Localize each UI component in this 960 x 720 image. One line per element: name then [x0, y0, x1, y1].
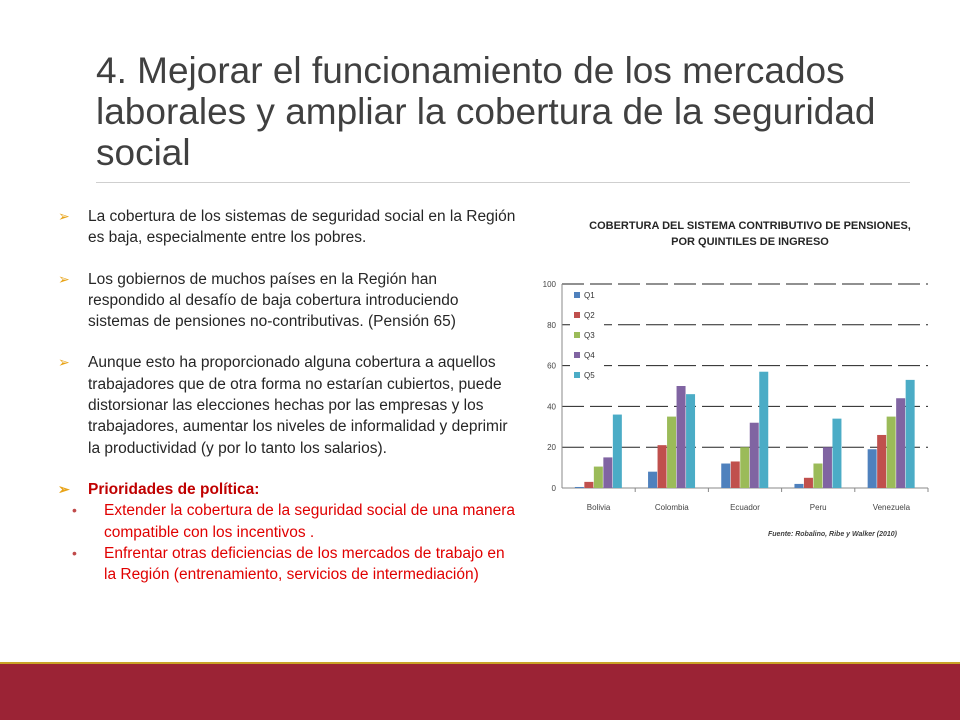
- bar-q2-colombia: [658, 445, 667, 488]
- legend-label: Q2: [584, 311, 595, 320]
- bullet-item: [58, 206, 516, 249]
- y-tick-label: 80: [547, 320, 556, 330]
- bar-q5-ecuador: [759, 372, 768, 488]
- chart-title: COBERTURA DEL SISTEMA CONTRIBUTIVO DE PENSIONES, POR QUINTILES DE INGRESO: [589, 220, 911, 248]
- x-tick-label: Peru: [809, 503, 827, 512]
- arrow-bullet-icon: ➢: [58, 480, 70, 497]
- bullet-text: Aunque esto ha proporcionado alguna cobertura a aquellos trabajadores que de otra forma no estarían cubiertos, puede distorsionar las elecciones hechas por las empresas y los trabajadores, aumentar los niveles de informalidad y deprimir la productividad (y por lo tanto los salarios).: [88, 354, 508, 457]
- bar-q2-peru: [804, 478, 813, 488]
- y-tick-label: 100: [542, 280, 556, 289]
- priority-item: [58, 543, 516, 586]
- legend-swatch: [574, 372, 580, 378]
- y-tick-label: 20: [547, 443, 556, 453]
- x-tick-label: Colombia: [654, 503, 689, 512]
- bar-q4-venezuela: [896, 398, 905, 488]
- bar-q3-colombia: [667, 417, 676, 488]
- footer-band: [0, 664, 960, 720]
- x-tick-label: Bolivia: [586, 503, 611, 512]
- y-tick-label: 0: [551, 484, 556, 493]
- bullet-item: [58, 269, 516, 333]
- priority-heading: [58, 479, 516, 500]
- x-tick-label: Venezuela: [872, 503, 911, 512]
- bar-q4-colombia: [677, 386, 686, 488]
- priority-item-text: Enfrentar otras deficiencias de los mercados de trabajo en la Región (entrenamiento, servicios de intermediación): [104, 544, 505, 584]
- bar-q3-venezuela: [887, 417, 896, 488]
- legend-label: Q1: [584, 291, 595, 300]
- source-note: Fuente: Robalino, Ribe y Walker (2010): [768, 531, 898, 538]
- bar-q2-venezuela: [877, 435, 886, 488]
- bar-q4-peru: [823, 447, 832, 488]
- y-tick-label: 60: [547, 361, 556, 371]
- bar-q3-peru: [813, 464, 822, 488]
- bar-q5-bolivia: [613, 415, 622, 488]
- bar-q3-ecuador: [740, 447, 749, 488]
- bullet-list: [58, 206, 516, 585]
- bullet-text: La cobertura de los sistemas de seguridad social en la Región es baja, especialmente entre los pobres.: [88, 208, 516, 247]
- bar-q1-peru: [794, 484, 803, 488]
- bar-q5-peru: [832, 419, 841, 488]
- bar-q4-ecuador: [750, 423, 759, 488]
- bullet-text: Los gobiernos de muchos países en la Región han respondido al desafío de baja cobertura introduciendo sistemas de pensiones no-contributivas. (Pensión 65): [88, 270, 459, 331]
- legend-swatch: [574, 352, 580, 358]
- legend-swatch: [574, 292, 580, 298]
- legend-swatch: [574, 312, 580, 318]
- bar-q2-bolivia: [584, 482, 593, 488]
- legend-swatch: [574, 332, 580, 338]
- y-tick-label: 40: [547, 402, 556, 412]
- dot-bullet-icon: •: [72, 544, 77, 561]
- bar-q2-ecuador: [731, 461, 740, 488]
- bar-q3-bolivia: [594, 467, 603, 488]
- arrow-bullet-icon: ➢: [58, 354, 70, 371]
- legend-label: Q3: [584, 331, 595, 340]
- dot-bullet-icon: •: [72, 502, 77, 519]
- arrow-bullet-icon: ➢: [58, 208, 70, 224]
- bar-q4-bolivia: [603, 457, 612, 488]
- bar-q1-venezuela: [868, 449, 877, 488]
- priority-item-text: Extender la cobertura de la seguridad social de una manera compatible con los incentivos .: [104, 502, 516, 541]
- slide-title: 4. Mejorar el funcionamiento de los mercados laborales y ampliar la cobertura de la seguridad social: [96, 50, 876, 173]
- bar-q5-venezuela: [906, 380, 915, 488]
- bar-q1-bolivia: [575, 487, 584, 488]
- bullet-item: [58, 352, 516, 458]
- x-tick-label: Ecuador: [730, 503, 760, 512]
- bar-q1-ecuador: [721, 464, 730, 488]
- legend-label: Q4: [584, 351, 595, 360]
- bar-q5-colombia: [686, 394, 695, 488]
- arrow-bullet-icon: ➢: [58, 270, 70, 287]
- priority-item: [58, 500, 516, 543]
- priority-heading-text: Prioridades de política:: [88, 480, 260, 498]
- title-divider: [96, 182, 910, 183]
- bar-q1-colombia: [648, 472, 657, 488]
- legend-label: Q5: [584, 371, 595, 380]
- bar-chart: [520, 264, 930, 524]
